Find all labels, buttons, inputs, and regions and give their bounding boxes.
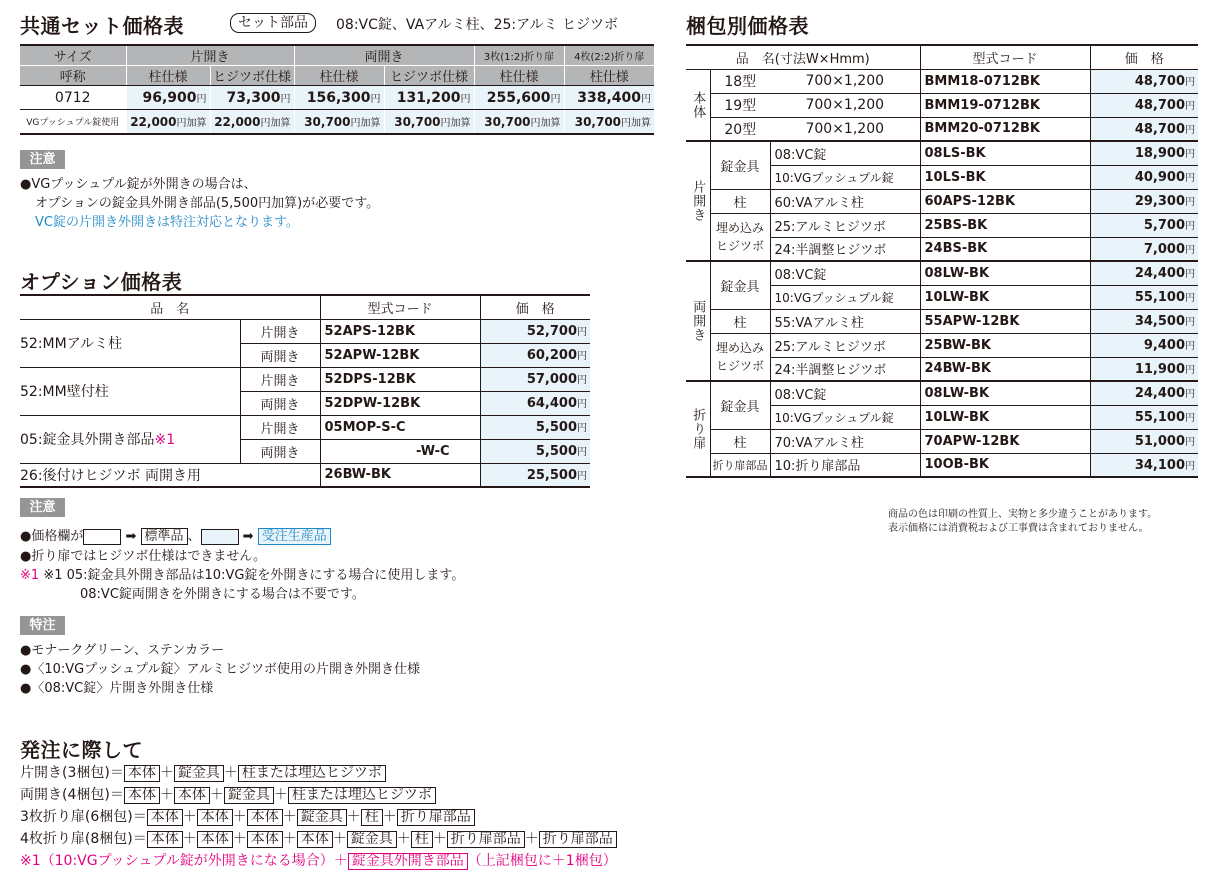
category: 柱 [710, 309, 770, 333]
package-code: 10LW-BK [920, 405, 1090, 429]
package-price: 24,400円 [1090, 261, 1198, 285]
hdr-price: 価 格 [1090, 45, 1198, 69]
option-price: 52,700円 [480, 319, 590, 343]
order-part: 錠金具 [347, 831, 397, 848]
order-part: 錠金具 [224, 787, 274, 804]
option-sub: 片開き [240, 319, 320, 343]
price-cell: 255,600円 [474, 86, 564, 110]
category: 錠金具 [710, 141, 770, 189]
option-code: 52APS-12BK [320, 319, 480, 343]
package-price: 48,700円 [1090, 93, 1198, 117]
order-part: 本体 [124, 765, 160, 782]
option-sub: 片開き [240, 415, 320, 439]
option-code: 52DPW-12BK [320, 391, 480, 415]
option-price: 5,500円 [480, 415, 590, 439]
standard-swatch [83, 529, 121, 545]
part-name: 24:半調整ヒジツボ [770, 357, 920, 381]
category: 錠金具 [710, 261, 770, 309]
category: 埋め込み ヒジツボ [710, 213, 770, 261]
special-note: ●〈08:VC錠〉片開き外開き仕様 [20, 681, 214, 696]
order-footnote: ※1（10:VGプッシュプル錠が外開きになる場合）＋ 錠金具外開き部品 （上記梱包に＋1梱包） [20, 853, 617, 869]
package-price: 55,100円 [1090, 405, 1198, 429]
order-part: 本体 [247, 809, 283, 826]
hdr-name: 品 名(寸法W×Hmm) [735, 51, 870, 67]
body-size: 700×1,200 [770, 93, 920, 117]
option-price: 64,400円 [480, 391, 590, 415]
option-table [20, 294, 590, 488]
price-cell: 22,000円加算 [126, 110, 210, 134]
caution-note: 08:VC錠両開きを外開きにする場合は不要です。 [80, 587, 365, 602]
row-label: VGプッシュプル錠使用 [20, 110, 126, 134]
option-name: 52:MMアルミ柱 [20, 319, 240, 367]
caution-tag: 注意 [20, 498, 65, 517]
order-line: 片開き(3梱包)＝ 本体 ＋ 錠金具 ＋ 柱または埋込ヒジツボ [20, 762, 617, 784]
option-code: -W-C [320, 439, 480, 463]
option-sub: 両開き [240, 343, 320, 367]
special-order-tag: 特注 [20, 616, 65, 635]
package-code: 08LW-BK [920, 261, 1090, 285]
category: 折り扉部品 [710, 453, 770, 477]
hdr-price: 価 格 [480, 295, 590, 319]
package-price: 9,400円 [1090, 333, 1198, 357]
package-code: 24BS-BK [920, 237, 1090, 261]
price-cell: 96,900円 [126, 86, 210, 110]
order-part: 本体 [147, 831, 183, 848]
option-code: 05MOP-S-C [320, 415, 480, 439]
body-type: 18型 [710, 69, 770, 93]
caution-note: オプションの錠金具外開き部品(5,500円加算)が必要です。 [35, 196, 380, 211]
option-price: 57,000円 [480, 367, 590, 391]
option-name: 52:MM壁付柱 [20, 367, 240, 415]
package-code: 08LS-BK [920, 141, 1090, 165]
price-cell: 30,700円加算 [384, 110, 474, 134]
hdr-group: 3枚(1:2)折り扉 [474, 45, 564, 66]
part-name: 10:VGプッシュプル錠 [770, 405, 920, 429]
special-note: ●モナークグリーン、ステンカラー [20, 643, 225, 658]
caution-note: ●VGプッシュプル錠が外開きの場合は、 [20, 177, 257, 192]
part-name: 08:VC錠 [770, 141, 920, 165]
package-code: 08LW-BK [920, 381, 1090, 405]
order-part: 柱または埋込ヒジツボ [238, 765, 386, 782]
caution-note: ※1 ※1 05:錠金具外開き部品は10:VG錠を外開きにする場合に使用します。 [20, 568, 465, 583]
package-code: BMM19-0712BK [920, 93, 1090, 117]
price-cell: 338,400円 [564, 86, 654, 110]
caution-note: VC錠の片開き外開きは特注対応となります。 [35, 215, 299, 230]
hdr-size: サイズ [20, 45, 126, 66]
price-cell: 156,300円 [294, 86, 384, 110]
part-name: 70:VAアルミ柱 [770, 429, 920, 453]
package-price: 11,900円 [1090, 357, 1198, 381]
package-code: 25BS-BK [920, 213, 1090, 237]
set-price-subtitle: 08:VC錠、VAアルミ柱、25:アルミ ヒジツボ [336, 17, 619, 33]
option-price: 5,500円 [480, 439, 590, 463]
body-label: 本体 [686, 69, 710, 141]
price-cell: 131,200円 [384, 86, 474, 110]
row-label: 0712 [20, 86, 126, 110]
hdr-subcol: 柱仕様 [294, 66, 384, 86]
part-name: 10:VGプッシュプル錠 [770, 165, 920, 189]
order-title: 発注に際して [20, 738, 143, 762]
option-name: 05:錠金具外開き部品※1 [20, 415, 240, 463]
part-name: 10:折り扉部品 [770, 453, 920, 477]
package-price: 48,700円 [1090, 69, 1198, 93]
section-label: 折り扉 [686, 381, 710, 477]
disclaimer: 商品の色は印刷の性質上、実物と多少違うことがあります。 表示価格には消費税および工事費は含まれておりません。 [888, 509, 1158, 534]
order-part: 錠金具 [174, 765, 224, 782]
package-code: 55APW-12BK [920, 309, 1090, 333]
package-code: 10OB-BK [920, 453, 1090, 477]
price-cell: 30,700円加算 [294, 110, 384, 134]
package-price: 34,100円 [1090, 453, 1198, 477]
part-name: 08:VC錠 [770, 261, 920, 285]
body-type: 20型 [710, 117, 770, 141]
hdr-subcol: 柱仕様 [474, 66, 564, 86]
order-part: 本体 [297, 831, 333, 848]
body-size: 700×1,200 [770, 69, 920, 93]
package-price: 55,100円 [1090, 285, 1198, 309]
order-lines [20, 762, 617, 872]
order-part: 柱または埋込ヒジツボ [288, 787, 436, 804]
order-part: 本体 [124, 787, 160, 804]
order-label: 受注生産品 [258, 528, 331, 545]
option-title: オプション価格表 [20, 270, 183, 294]
order-part: 本体 [247, 831, 283, 848]
section-label: 片開き [686, 141, 710, 261]
option-sub: 両開き [240, 439, 320, 463]
body-type: 19型 [710, 93, 770, 117]
package-price: 5,700円 [1090, 213, 1198, 237]
part-name: 24:半調整ヒジツボ [770, 237, 920, 261]
hdr-code: 型式コード [920, 45, 1090, 69]
price-cell: 30,700円加算 [474, 110, 564, 134]
option-name: 26:後付けヒジツボ 両開き用 [20, 467, 201, 484]
part-name: 25:アルミヒジツボ [770, 333, 920, 357]
order-line: 両開き(4梱包)＝ 本体 ＋ 本体 ＋ 錠金具 ＋ 柱または埋込ヒジツボ [20, 784, 617, 806]
package-code: 25BW-BK [920, 333, 1090, 357]
hdr-subcol: ヒジツボ仕様 [384, 66, 474, 86]
option-price: 60,200円 [480, 343, 590, 367]
set-parts-badge: セット部品 [230, 13, 316, 33]
part-name: 60:VAアルミ柱 [770, 189, 920, 213]
hdr-group: 両開き [294, 45, 474, 66]
category: 柱 [710, 189, 770, 213]
part-name: 10:VGプッシュプル錠 [770, 285, 920, 309]
option-code: 26BW-BK [320, 463, 480, 487]
hdr-subcol: 柱仕様 [126, 66, 210, 86]
package-price: 29,300円 [1090, 189, 1198, 213]
package-price: 18,900円 [1090, 141, 1198, 165]
order-part: 本体 [197, 831, 233, 848]
order-line: 4枚折り扉(8梱包)＝ 本体 ＋ 本体 ＋ 本体 ＋ 本体 ＋ 錠金具 ＋ 柱 ＋ 折り扉部品 ＋ 折り扉部品 [20, 828, 617, 850]
category: 埋め込み ヒジツボ [710, 333, 770, 381]
order-line: 3枚折り扉(6梱包)＝ 本体 ＋ 本体 ＋ 本体 ＋ 錠金具 ＋ 柱 ＋ 折り扉部品 [20, 806, 617, 828]
special-note: ●〈10:VGプッシュプル錠〉アルミヒジツボ使用の片開き外開き仕様 [20, 662, 421, 677]
package-code: 60APS-12BK [920, 189, 1090, 213]
hdr-group: 片開き [126, 45, 294, 66]
order-part: 本体 [147, 809, 183, 826]
part-name: 25:アルミヒジツボ [770, 213, 920, 237]
category: 錠金具 [710, 381, 770, 429]
price-cell: 30,700円加算 [564, 110, 654, 134]
hdr-code: 型式コード [320, 295, 480, 319]
caution-note: ●折り扉ではヒジツボ仕様はできません。 [20, 549, 267, 564]
option-code: 52DPS-12BK [320, 367, 480, 391]
option-sub: 片開き [240, 367, 320, 391]
package-code: 24BW-BK [920, 357, 1090, 381]
order-part: 本体 [197, 809, 233, 826]
category: 柱 [710, 429, 770, 453]
hdr-subcol: ヒジツボ仕様 [210, 66, 294, 86]
legend-line: ●価格欄が ➡ 標準品 、 ➡ 受注生産品 [20, 528, 331, 545]
package-code: 10LS-BK [920, 165, 1090, 189]
option-code: 52APW-12BK [320, 343, 480, 367]
body-size: 700×1,200 [770, 117, 920, 141]
package-table [686, 44, 1198, 478]
package-price: 48,700円 [1090, 117, 1198, 141]
standard-label: 標準品 [141, 528, 188, 545]
package-code: 10LW-BK [920, 285, 1090, 309]
hdr-name: 品 名 [150, 301, 190, 317]
hdr-group: 4枚(2:2)折り扉 [564, 45, 654, 66]
section-label: 両開き [686, 261, 710, 381]
order-part: 折り扉部品 [397, 809, 475, 826]
option-price: 25,500円 [480, 463, 590, 487]
order-part: 柱 [411, 831, 433, 848]
set-price-table [20, 44, 654, 135]
price-cell: 73,300円 [210, 86, 294, 110]
option-sub: 両開き [240, 391, 320, 415]
package-price: 34,500円 [1090, 309, 1198, 333]
order-part: 本体 [174, 787, 210, 804]
set-price-title: 共通セット価格表 [20, 14, 184, 38]
package-price: 40,900円 [1090, 165, 1198, 189]
order-part: 折り扉部品 [539, 831, 617, 848]
hdr-name: 呼称 [20, 66, 126, 86]
order-part: 柱 [361, 809, 383, 826]
package-title: 梱包別価格表 [686, 14, 809, 38]
package-code: 70APW-12BK [920, 429, 1090, 453]
part-name: 08:VC錠 [770, 381, 920, 405]
price-cell: 22,000円加算 [210, 110, 294, 134]
order-part: 折り扉部品 [447, 831, 525, 848]
package-code: BMM20-0712BK [920, 117, 1090, 141]
order-part: 錠金具 [297, 809, 347, 826]
hdr-subcol: 柱仕様 [564, 66, 654, 86]
caution-tag: 注意 [20, 150, 65, 169]
package-price: 24,400円 [1090, 381, 1198, 405]
package-code: BMM18-0712BK [920, 69, 1090, 93]
package-price: 7,000円 [1090, 237, 1198, 261]
part-name: 55:VAアルミ柱 [770, 309, 920, 333]
package-price: 51,000円 [1090, 429, 1198, 453]
order-swatch [201, 529, 239, 545]
